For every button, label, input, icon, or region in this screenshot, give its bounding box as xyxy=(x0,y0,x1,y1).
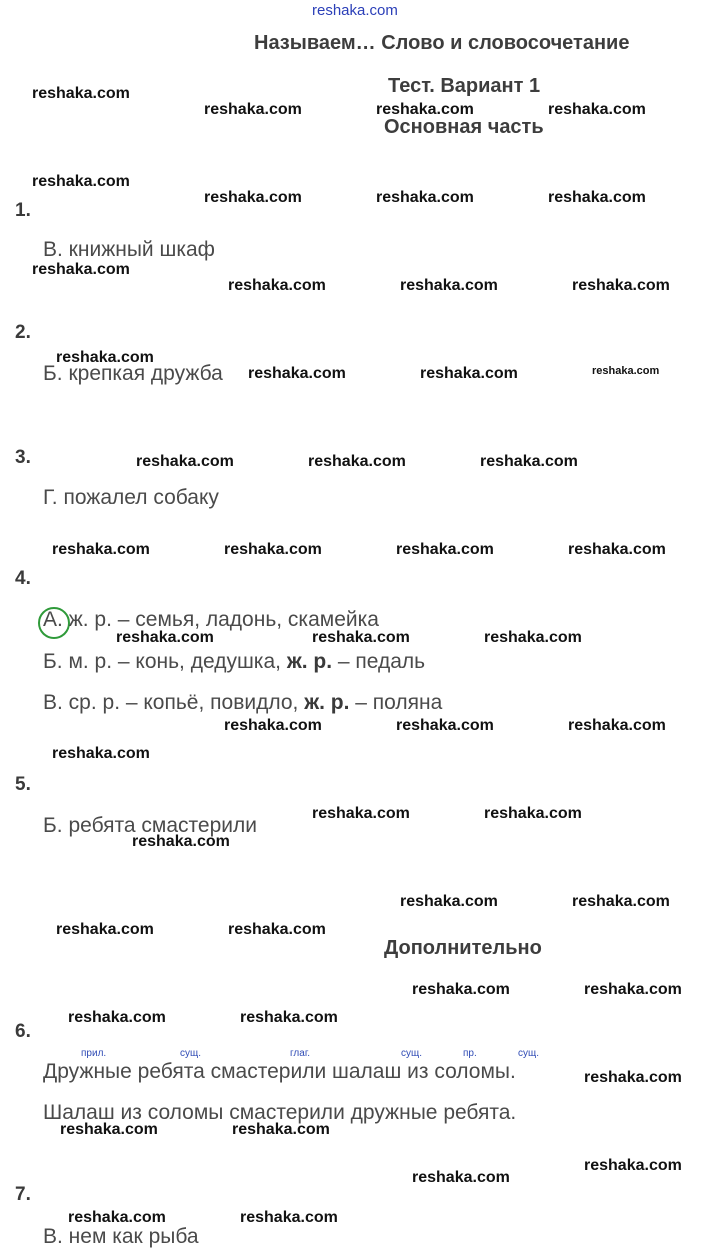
option-a-letter: А. xyxy=(43,608,63,631)
watermark: reshaka.com xyxy=(228,277,326,294)
question-number-1: 1. xyxy=(15,200,31,221)
main-section-heading: Основная часть xyxy=(384,116,544,138)
watermark: reshaka.com xyxy=(480,453,578,470)
watermark: reshaka.com xyxy=(420,365,518,382)
watermark: reshaka.com xyxy=(56,349,154,366)
watermark: reshaka.com xyxy=(548,101,646,118)
watermark: reshaka.com xyxy=(592,365,660,377)
watermark: reshaka.com xyxy=(400,277,498,294)
pos-label: прил. xyxy=(81,1048,107,1059)
watermark: reshaka.com xyxy=(136,453,234,470)
watermark: reshaka.com xyxy=(232,1121,330,1138)
watermark: reshaka.com xyxy=(52,541,150,558)
pos-label: глаг. xyxy=(290,1048,311,1059)
option-b-tail: – педаль xyxy=(337,650,426,673)
watermark: reshaka.com xyxy=(204,101,302,118)
watermark: reshaka.com xyxy=(56,921,154,938)
option-c-bold: ж. р. xyxy=(304,691,350,714)
option-c-text: В. ср. р. – копьё, повидло, xyxy=(43,691,299,714)
watermark: reshaka.com xyxy=(584,1157,682,1174)
watermark: reshaka.com xyxy=(308,453,406,470)
watermark: reshaka.com xyxy=(484,805,582,822)
watermark: reshaka.com xyxy=(52,745,150,762)
pos-label: сущ. xyxy=(401,1048,423,1059)
watermark: reshaka.com xyxy=(248,365,346,382)
watermark: reshaka.com xyxy=(68,1009,166,1026)
watermark: reshaka.com xyxy=(572,277,670,294)
page-title: Называем… Слово и словосочетание xyxy=(254,32,630,54)
watermark: reshaka.com xyxy=(32,173,130,190)
watermark: reshaka.com xyxy=(412,1169,510,1186)
answer-q4-option-b xyxy=(43,650,425,674)
extra-section-heading: Дополнительно xyxy=(384,937,542,959)
watermark: reshaka.com xyxy=(312,629,410,646)
question-number-2: 2. xyxy=(15,322,31,343)
pos-label: сущ. xyxy=(180,1048,202,1059)
answer-q3: Г. пожалел собаку xyxy=(43,486,219,509)
question-number-4: 4. xyxy=(15,568,31,589)
answer-q6-line-1: Дружные ребята смастерили шалаш из соломы. xyxy=(43,1060,516,1083)
watermark: reshaka.com xyxy=(240,1009,338,1026)
watermark: reshaka.com xyxy=(224,541,322,558)
watermark: reshaka.com xyxy=(240,1209,338,1226)
test-variant-title: Тест. Вариант 1 xyxy=(388,75,541,97)
pos-label: пр. xyxy=(463,1048,477,1059)
watermark: reshaka.com xyxy=(204,189,302,206)
answer-q6-line-2: Шалаш из соломы смастерили дружные ребята. xyxy=(43,1101,517,1124)
watermark: reshaka.com xyxy=(572,893,670,910)
site-header-link[interactable]: reshaka.com xyxy=(312,2,398,19)
watermark: reshaka.com xyxy=(548,189,646,206)
watermark: reshaka.com xyxy=(68,1209,166,1226)
watermark: reshaka.com xyxy=(116,629,214,646)
pos-label: сущ. xyxy=(518,1048,540,1059)
watermark: reshaka.com xyxy=(376,189,474,206)
watermark: reshaka.com xyxy=(224,717,322,734)
watermark: reshaka.com xyxy=(584,1069,682,1086)
option-c-tail: – поляна xyxy=(355,691,443,714)
watermark: reshaka.com xyxy=(400,893,498,910)
watermark: reshaka.com xyxy=(60,1121,158,1138)
watermark: reshaka.com xyxy=(412,981,510,998)
watermark: reshaka.com xyxy=(228,921,326,938)
watermark: reshaka.com xyxy=(568,541,666,558)
answer-q2: Б. крепкая дружба xyxy=(43,362,223,385)
watermark: reshaka.com xyxy=(312,805,410,822)
question-number-5: 5. xyxy=(15,774,31,795)
answer-q4-option-a xyxy=(43,608,379,632)
answer-q5: Б. ребята смастерили xyxy=(43,814,257,837)
watermark: reshaka.com xyxy=(376,101,474,118)
watermark: reshaka.com xyxy=(32,85,130,102)
watermark: reshaka.com xyxy=(132,833,230,850)
watermark: reshaka.com xyxy=(568,717,666,734)
watermark: reshaka.com xyxy=(396,717,494,734)
question-number-7: 7. xyxy=(15,1184,31,1205)
question-number-6: 6. xyxy=(15,1021,31,1042)
watermark: reshaka.com xyxy=(396,541,494,558)
answer-q7: В. нем как рыба xyxy=(43,1225,199,1248)
option-b-bold: ж. р. xyxy=(286,650,333,673)
watermark: reshaka.com xyxy=(32,261,130,278)
watermark: reshaka.com xyxy=(484,629,582,646)
answer-q4-option-c xyxy=(43,691,442,715)
answer-q1: В. книжный шкаф xyxy=(43,238,215,261)
option-b-text: Б. м. р. – конь, дедушка, xyxy=(43,650,281,673)
question-number-3: 3. xyxy=(15,447,31,468)
option-a-text: ж. р. – семья, ладонь, скамейка xyxy=(68,608,379,631)
watermark: reshaka.com xyxy=(584,981,682,998)
